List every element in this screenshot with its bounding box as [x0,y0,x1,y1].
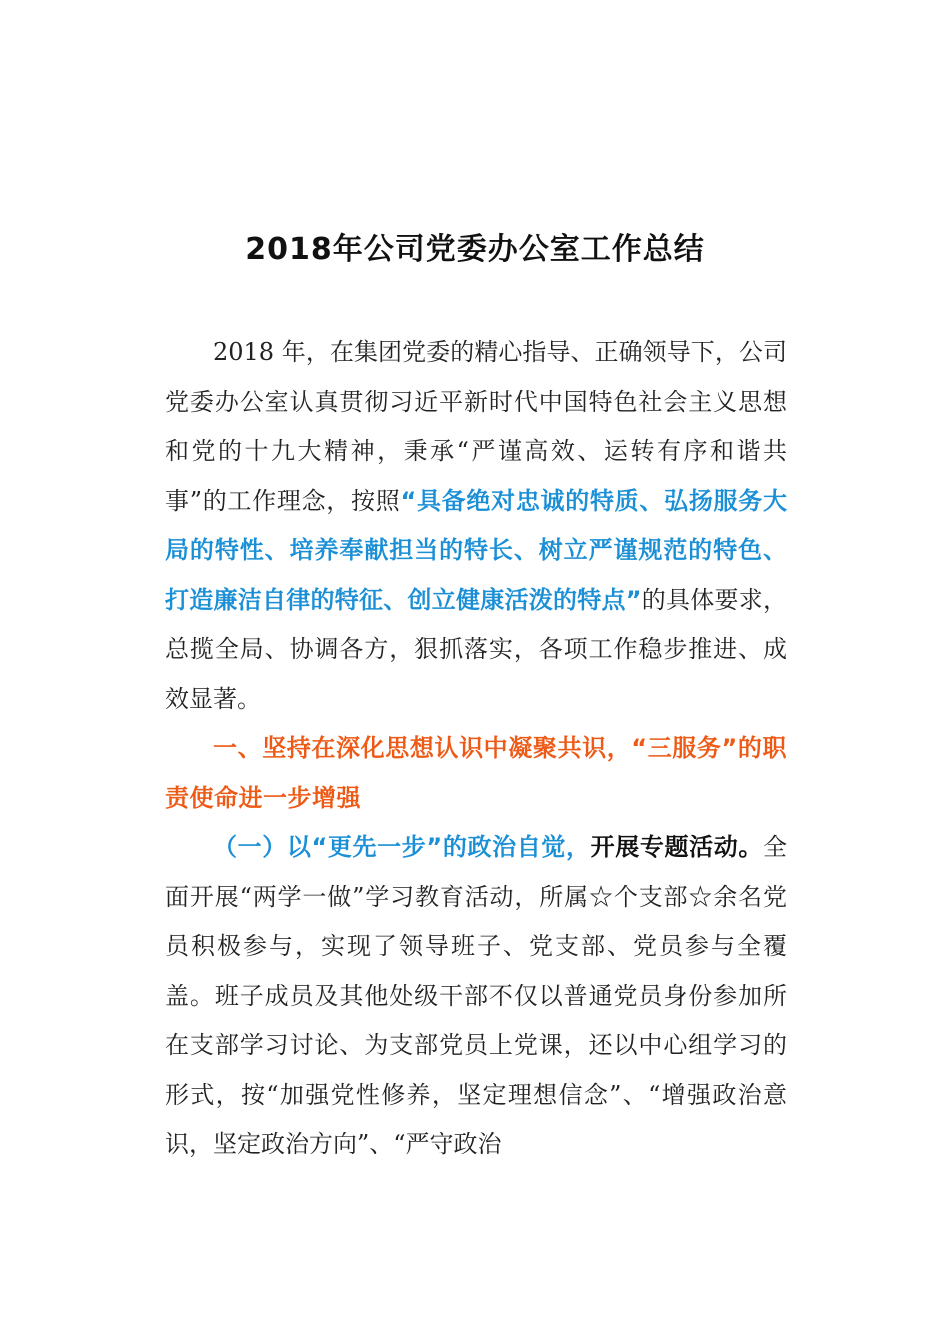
intro-text-before: 2018 年，在集团党委的精心指导、正确领导下，公司党委办公室认真贯彻习近平新时代中国特色社会主义思想和党的十九大精神，秉承“严谨高效、运转有序和谐共事”的工作理念，按照 [165,338,787,515]
subsection-1-label-dark: 开展专题活动。 [590,833,764,861]
subsection-1-text: 全面开展“两学一做”学习教育活动，所属☆个支部☆余名党员积极参与，实现了领导班子、党支部、党员参与全覆盖。班子成员及其他处级干部不仅以普通党员身份参加所在支部学习讨论、为支部党员上党课，还以中心组学习的形式，按“加强党性修养，坚定理想信念”、“增强政治意识，坚定政治方向”、“严守政治 [165,833,788,1158]
section-heading-wrapper [165,724,787,823]
intro-paragraph [165,328,787,724]
subsection-1-paragraph [165,823,787,1170]
intro-text-after: 的具体要求，总揽全局、协调各方，狠抓落实，各项工作稳步推进、成效显著。 [165,585,787,713]
intro-highlight: “具备绝对忠诚的特质、弘扬服务大局的特性、培养奉献担当的特长、树立严谨规范的特色、打造廉洁自律的特征、创立健康活泼的特点” [165,486,787,614]
subsection-1-label-blue: （一）以“更先一步”的政治自觉， [213,833,591,861]
document-title: 2018年公司党委办公室工作总结 [245,232,705,267]
document-body [165,328,787,1170]
section-1-heading: 一、坚持在深化思想认识中凝聚共识，“三服务”的职责使命进一步增强 [165,734,787,812]
